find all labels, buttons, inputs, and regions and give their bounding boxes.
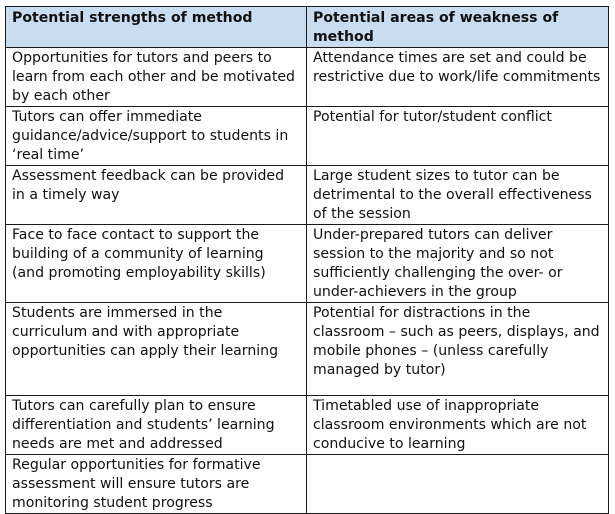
weakness-cell-empty [307, 455, 609, 514]
table-row [6, 396, 609, 455]
strength-cell: Assessment feedback can be provided in a timely way [6, 166, 307, 225]
weakness-cell: Under-prepared tutors can deliver session to the majority and so not sufficiently challenging the over- or under-achievers in the group [307, 225, 609, 303]
table-row [6, 107, 609, 166]
table-row [6, 166, 609, 225]
strengths-weaknesses-table [5, 6, 609, 514]
header-strengths: Potential strengths of method [6, 7, 307, 48]
table-row [6, 48, 609, 107]
weakness-cell: Attendance times are set and could be restrictive due to work/life commitments [307, 48, 609, 107]
weakness-cell: Large student sizes to tutor can be detrimental to the overall effectiveness of the session [307, 166, 609, 225]
weakness-cell: Potential for distractions in the classroom – such as peers, displays, and mobile phones – (unless carefully managed by tutor) [307, 303, 609, 396]
strength-cell: Regular opportunities for formative assessment will ensure tutors are monitoring student progress [6, 455, 307, 514]
table-header-row [6, 7, 609, 48]
weakness-cell: Timetabled use of inappropriate classroom environments which are not conducive to learning [307, 396, 609, 455]
table-row [6, 455, 609, 514]
strengths-weaknesses-table-container [5, 6, 608, 514]
header-weaknesses: Potential areas of weakness of method [307, 7, 609, 48]
strength-cell: Students are immersed in the curriculum and with appropriate opportunities can apply their learning [6, 303, 307, 396]
strength-cell: Opportunities for tutors and peers to learn from each other and be motivated by each other [6, 48, 307, 107]
strength-cell: Face to face contact to support the building of a community of learning (and promoting employability skills) [6, 225, 307, 303]
strength-cell: Tutors can offer immediate guidance/advice/support to students in ‘real time’ [6, 107, 307, 166]
weakness-cell: Potential for tutor/student conflict [307, 107, 609, 166]
table-row [6, 303, 609, 396]
strength-cell: Tutors can carefully plan to ensure differentiation and students’ learning needs are met and addressed [6, 396, 307, 455]
table-row [6, 225, 609, 303]
